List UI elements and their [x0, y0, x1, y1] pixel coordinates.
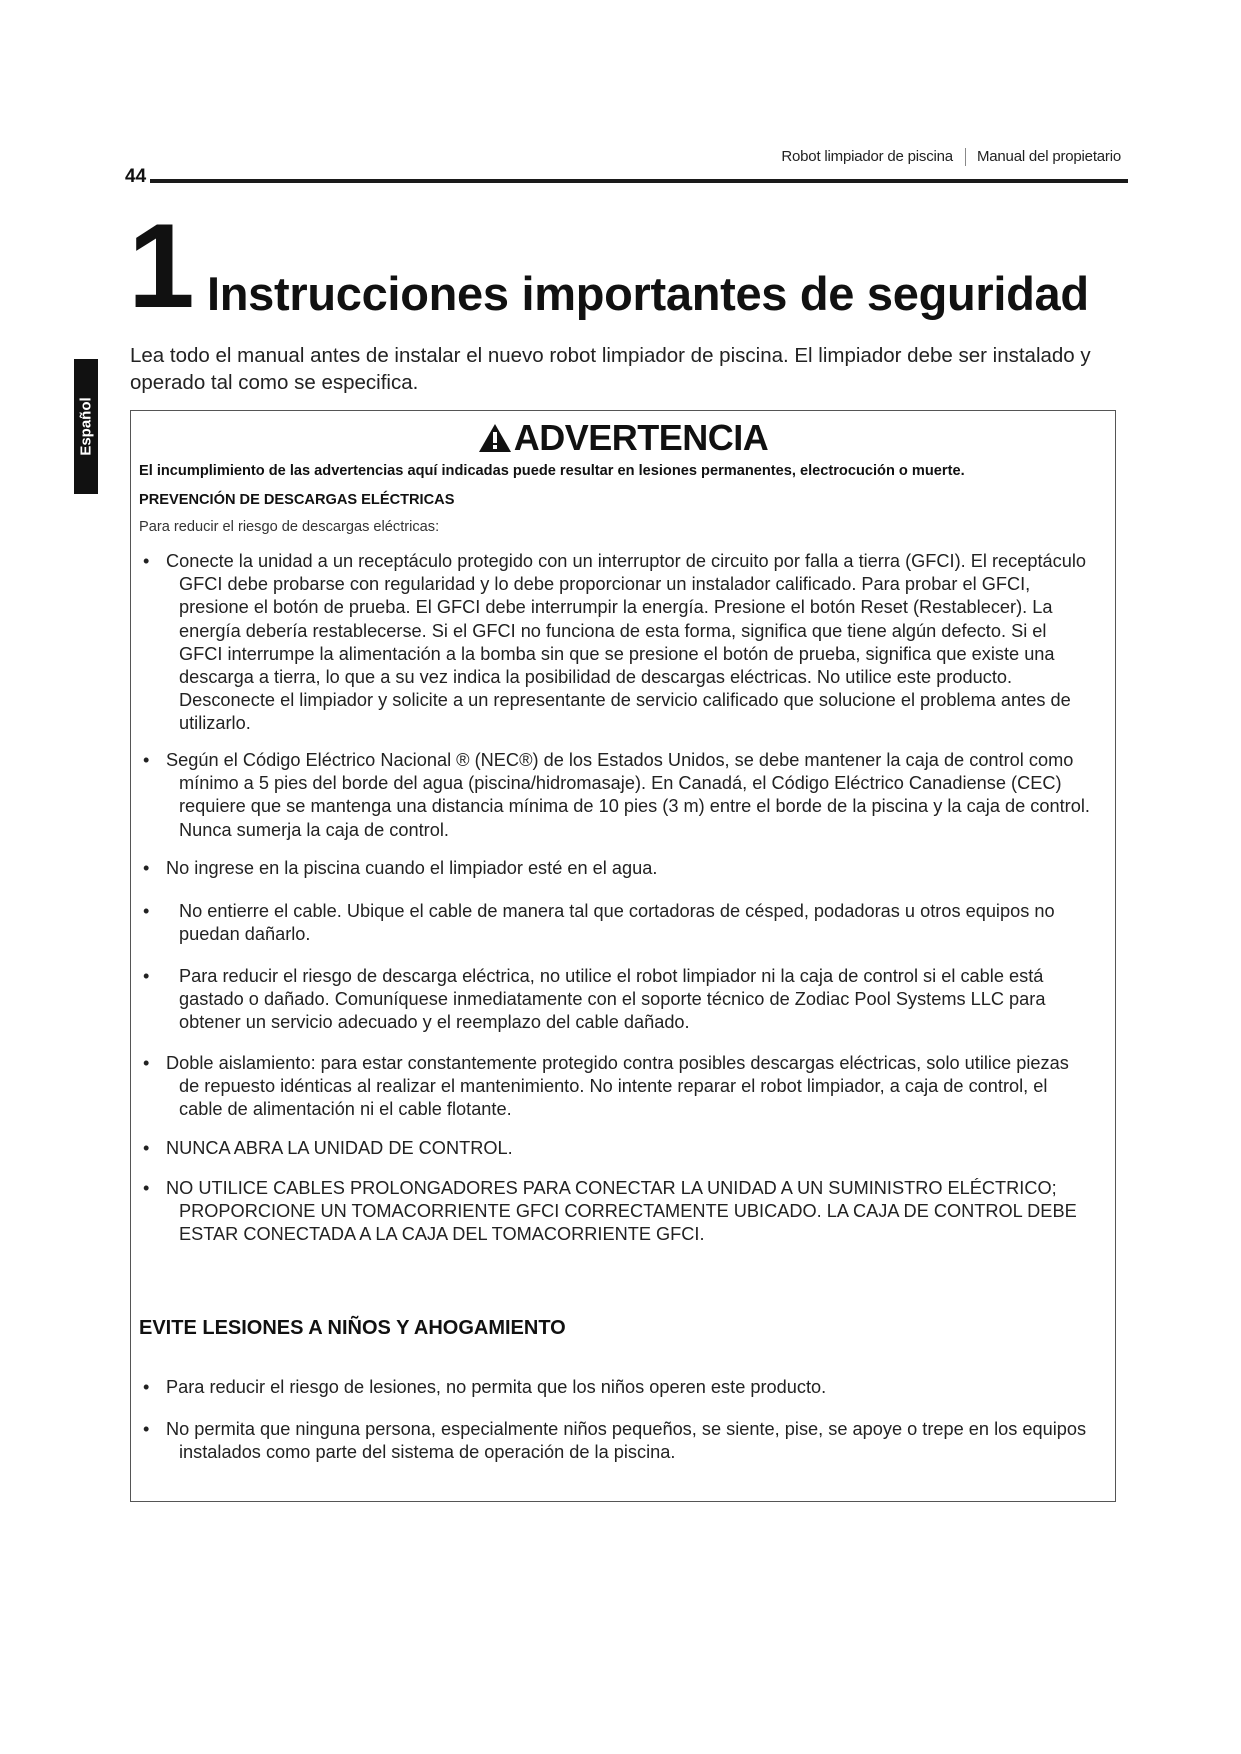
- list-item: [139, 1052, 1094, 1122]
- list-item-text: Según el Código Eléctrico Nacional ® (NEC®) de los Estados Unidos, se debe mantener la caja de control como mínimo a 5 pies del borde del agua (piscina/hidromasaje). En Canadá, el Código Eléctrico Canadiense (CEC) requiere que se mantenga una distancia mínima de 10 pies (3 m) entre el borde de la piscina y la caja de control. Nunca sumerja la caja de control.: [166, 750, 1090, 840]
- list-item-text: No ingrese en la piscina cuando el limpiador esté en el agua.: [166, 858, 658, 878]
- bullet-icon: •: [143, 1419, 150, 1439]
- language-tab-label: Español: [77, 397, 95, 456]
- list-item: [139, 1418, 1094, 1464]
- warning-title: [131, 417, 1115, 459]
- warning-title-text: ADVERTENCIA: [513, 417, 769, 458]
- bullet-icon: •: [143, 966, 150, 986]
- warning-triangle-icon: [478, 423, 512, 453]
- reduce-risk-text: Para reducir el riesgo de descargas eléctricas:: [139, 519, 440, 535]
- bullet-icon: •: [143, 1178, 150, 1198]
- list-item: [139, 550, 1094, 736]
- list-item: [139, 749, 1094, 842]
- list-item: [139, 1177, 1094, 1247]
- running-header: [781, 148, 1121, 166]
- list-item-text: NUNCA ABRA LA UNIDAD DE CONTROL.: [166, 1138, 513, 1158]
- header-rule: [150, 179, 1128, 183]
- header-separator: [965, 148, 966, 166]
- list-item-text: Conecte la unidad a un receptáculo protegido con un interruptor de circuito por falla a tierra (GFCI). El receptáculo GFCI debe probarse con regularidad y lo debe proporcionar un instalador calificado. Para probar el GFCI, presione el botón de prueba. El GFCI debe interrumpir la energía. Presione el botón Reset (Restablecer). La energía debería restablecerse. Si el GFCI no funciona de esta forma, significa que tiene algún defecto. Si el GFCI interrumpe la alimentación a la bomba sin que se presione el botón de prueba, significa que existe una descarga a tierra, lo que a su vez indica la posibilidad de descargas eléctricas. No utilice este producto. Desconecte el limpiador y solicite a un representante de servicio calificado que solucione el problema antes de utilizarlo.: [166, 551, 1086, 734]
- list-item-text: Para reducir el riesgo de descarga eléctrica, no utilice el robot limpiador ni la caja de control si el cable está gastado o dañado. Comuníquese inmediatamente con el soporte técnico de Zodiac Pool Systems LLC para obtener un servicio adecuado y el reemplazo del cable dañado.: [179, 966, 1046, 1033]
- warning-box: [130, 410, 1116, 1502]
- header-manual: Manual del propietario: [976, 148, 1121, 165]
- bullet-icon: •: [143, 1053, 150, 1073]
- chapter-title: Instrucciones importantes de seguridad: [207, 267, 1089, 320]
- bullet-icon: •: [143, 1138, 150, 1158]
- chapter-number: 1: [128, 199, 191, 333]
- list-item: [139, 857, 1094, 880]
- page-number: 44: [125, 166, 147, 187]
- list-item-text: Doble aislamiento: para estar constantemente protegido contra posibles descargas eléctricas, solo utilice piezas de repuesto idénticas al realizar el mantenimiento. No intente reparar el robot limpiador, a caja de control, el cable de alimentación ni el cable flotante.: [166, 1053, 1069, 1120]
- section-heading-electric: PREVENCIÓN DE DESCARGAS ELÉCTRICAS: [139, 492, 455, 508]
- bullet-icon: •: [143, 551, 150, 571]
- list-item-text: No entierre el cable. Ubique el cable de manera tal que cortadoras de césped, podadoras u otros equipos no puedan dañarlo.: [179, 901, 1055, 945]
- bullet-icon: •: [143, 858, 150, 878]
- list-item: [139, 1137, 1094, 1160]
- bullet-icon: •: [143, 750, 150, 770]
- language-tab: [74, 359, 98, 494]
- section-heading-children: EVITE LESIONES A NIÑOS Y AHOGAMIENTO: [139, 1317, 566, 1339]
- bullet-icon: •: [143, 1377, 150, 1397]
- intro-paragraph: Lea todo el manual antes de instalar el nuevo robot limpiador de piscina. El limpiador debe ser instalado y operado tal como se especifica.: [130, 344, 1091, 394]
- bullet-icon: •: [143, 901, 150, 921]
- header-product: Robot limpiador de piscina: [781, 148, 953, 165]
- list-item-text: No permita que ninguna persona, especialmente niños pequeños, se siente, pise, se apoye o trepe en los equipos instalados como parte del sistema de operación de la piscina.: [166, 1419, 1087, 1463]
- list-item: [139, 1376, 1094, 1399]
- list-item: [139, 900, 1094, 946]
- warning-subtitle: El incumplimiento de las advertencias aquí indicadas puede resultar en lesiones permanentes, electrocución o muerte.: [139, 463, 965, 479]
- list-item: [139, 965, 1094, 1035]
- list-item-text: NO UTILICE CABLES PROLONGADORES PARA CONECTAR LA UNIDAD A UN SUMINISTRO ELÉCTRICO; PROPORCIONE UN TOMACORRIENTE GFCI CORRECTAMENTE UBICADO. LA CAJA DE CONTROL DEBE ESTAR CONECTADA A LA CAJA DEL TOMACORRIENTE GFCI.: [166, 1178, 1077, 1245]
- list-item-text: Para reducir el riesgo de lesiones, no permita que los niños operen este producto.: [166, 1377, 827, 1397]
